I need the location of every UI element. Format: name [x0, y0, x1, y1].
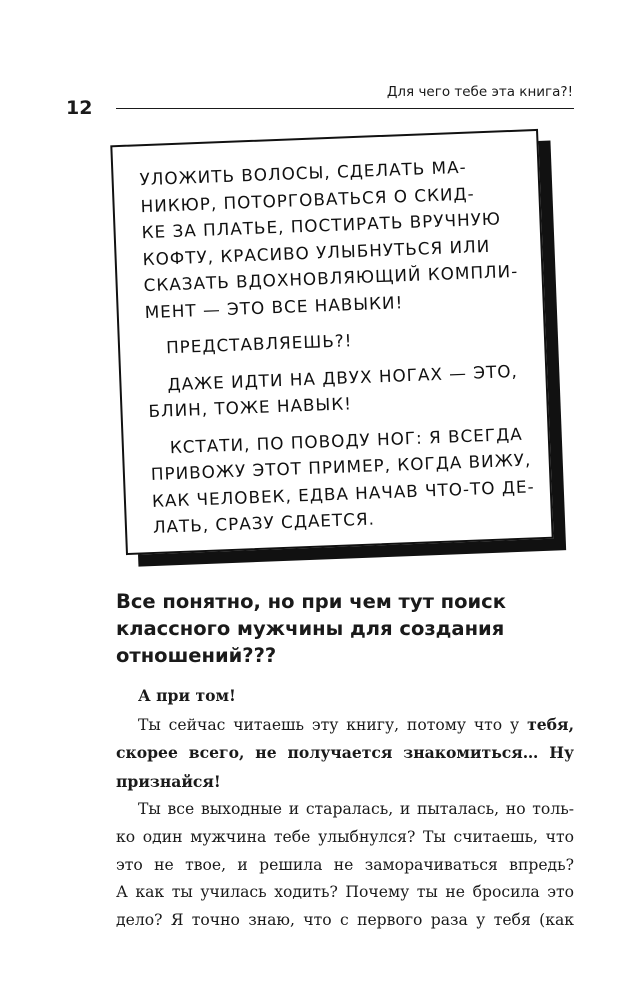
body-line: [116, 739, 574, 768]
body-line: А как ты училась ходить? Почему ты не бросила это: [116, 883, 574, 902]
lead-paragraph: [116, 682, 574, 711]
comic-line: ПРИВОЖУ ЭТОТ ПРИМЕР, КОГДА ВИЖУ,: [150, 449, 532, 485]
body-text-bold: скорее всего, не получается знакомиться… Ну: [116, 743, 574, 763]
body-text-normal: Ты сейчас читаешь эту книгу, потому что у: [138, 715, 528, 734]
comic-line: КАК ЧЕЛОВЕК, ЕДВА НАЧАВ ЧТО-ТО ДЕ-: [151, 475, 535, 511]
comic-box: [110, 129, 553, 555]
section-heading-line: Все понятно, но при чем тут поиск: [116, 590, 506, 613]
comic-line: БЛИН, ТОЖЕ НАВЫК!: [148, 393, 353, 422]
comic-line: МЕНТ — ЭТО ВСЕ НАВЫКИ!: [144, 291, 404, 322]
comic-paragraph-2: [146, 320, 531, 361]
comic-line: ДАЖЕ ИДТИ НА ДВУХ НОГАХ — ЭТО,: [167, 360, 519, 394]
section-heading-line: классного мужчины для создания: [116, 617, 505, 640]
section-heading: [116, 588, 576, 669]
comic-line: НИКЮР, ПОТОРГОВАТЬСЯ О СКИД-: [140, 182, 475, 216]
body-line: дело? Я точно знаю, что с первого раза у тебя (как: [116, 910, 574, 929]
running-head-title: Для чего тебе эта книга?!: [386, 84, 573, 100]
body-text-bold: тебя,: [527, 714, 574, 734]
page-number: 12: [66, 97, 93, 119]
comic-line: КСТАТИ, ПО ПОВОДУ НОГ: Я ВСЕГДА: [169, 423, 523, 457]
comic-line: КЕ ЗА ПЛАТЬЕ, ПОСТИРАТЬ ВРУЧНУЮ: [141, 208, 502, 243]
body-line: [116, 711, 574, 740]
comic-line: ПРЕДСТАВЛЯЕШЬ?!: [165, 330, 353, 358]
section-heading-line: отношений???: [116, 644, 277, 667]
body-text: [116, 682, 574, 934]
comic-line: ЛАТЬ, СРАЗУ СДАЕТСЯ.: [152, 508, 376, 538]
comic-line: КОФТУ, КРАСИВО УЛЫБНУТЬСЯ ИЛИ: [142, 235, 491, 269]
body-line: [116, 768, 574, 797]
header-rule: [116, 108, 574, 109]
comic-line: УЛОЖИТЬ ВОЛОСЫ, СДЕЛАТЬ МА-: [139, 156, 467, 190]
comic-paragraph-3: [147, 357, 533, 425]
comic-box-panel: [110, 129, 553, 555]
comic-line: СКАЗАТЬ ВДОХНОВЛЯЮЩИЙ КОМПЛИ-: [143, 260, 519, 296]
comic-paragraph-1: [139, 152, 529, 326]
lead-text: А при том!: [138, 686, 236, 705]
body-line: Ты все выходные и старалась, и пыталась, но толь-: [138, 800, 574, 819]
body-line: это не твое, и решила не заморачиваться впредь?: [116, 855, 574, 874]
body-text-bold: признайся!: [116, 771, 221, 791]
body-line: ко один мужчина тебе улыбнулся? Ты считаешь, что: [116, 827, 574, 846]
comic-paragraph-4: [149, 420, 537, 541]
